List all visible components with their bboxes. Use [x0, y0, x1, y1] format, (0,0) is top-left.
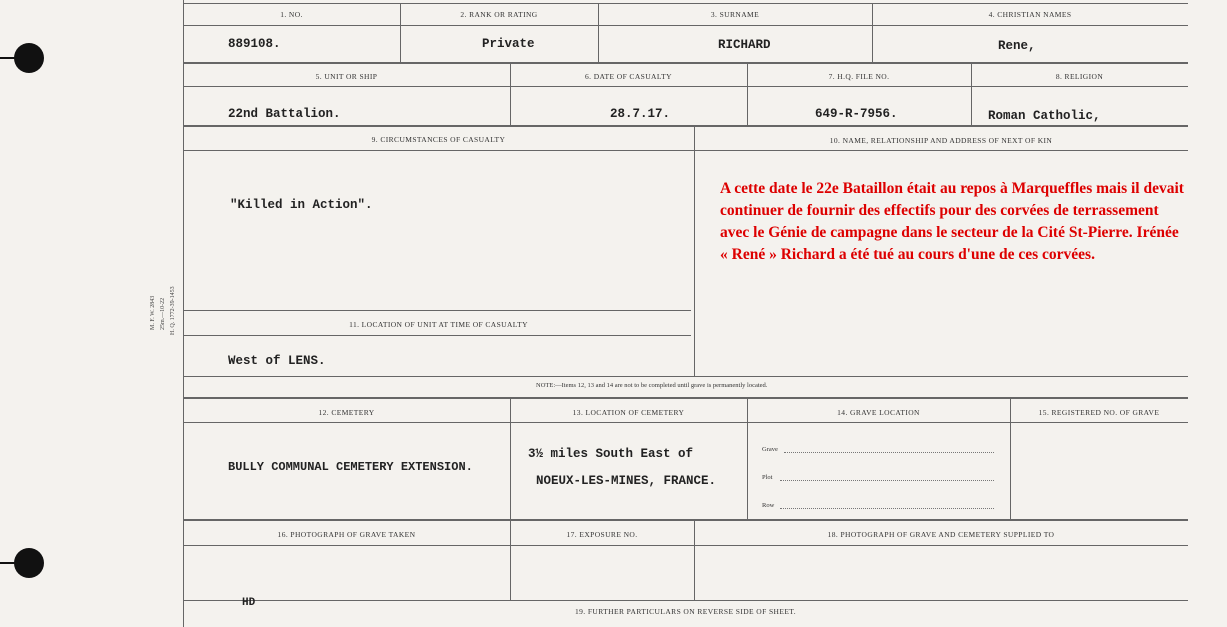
col-divider: [747, 399, 748, 519]
rule: [183, 150, 1188, 151]
header-hq-file: 7. H.Q. FILE NO.: [828, 72, 890, 81]
binder-hole: [14, 43, 44, 73]
col-divider: [694, 127, 695, 376]
header-unit: 5. UNIT OR SHIP: [315, 72, 378, 81]
header-religion: 8. RELIGION: [1055, 72, 1104, 81]
dotted-line: [784, 452, 994, 453]
rule: [183, 86, 1188, 87]
value-location: West of LENS.: [228, 354, 326, 368]
header-next-of-kin: 10. NAME, RELATIONSHIP AND ADDRESS OF NEXT OF KIN: [829, 136, 1053, 145]
header-exposure: 17. EXPOSURE NO.: [566, 530, 638, 539]
header-christian-names: 4. CHRISTIAN NAMES: [988, 10, 1072, 19]
col-divider: [510, 399, 511, 519]
value-surname: RICHARD: [718, 38, 771, 52]
col-divider: [1010, 399, 1011, 519]
rule: [183, 519, 1188, 521]
header-location-of-cemetery: 13. LOCATION OF CEMETERY: [572, 408, 685, 417]
value-religion: Roman Catholic,: [988, 109, 1101, 123]
grave-label: Grave: [762, 446, 778, 453]
header-grave-location: 14. GRAVE LOCATION: [837, 408, 920, 417]
rule: [183, 376, 1188, 377]
header-photograph: 16. PHOTOGRAPH OF GRAVE TAKEN: [277, 530, 416, 539]
value-cemetery: BULLY COMMUNAL CEMETERY EXTENSION.: [228, 460, 473, 474]
rule: [183, 397, 1188, 399]
rule: [183, 422, 1188, 423]
dotted-line: [780, 508, 994, 509]
footer-label: 19. FURTHER PARTICULARS ON REVERSE SIDE OF SHEET.: [574, 607, 796, 616]
binder-hole: [14, 548, 44, 578]
rule: [183, 545, 1188, 546]
rule: [183, 125, 1188, 127]
value-rank: Private: [482, 37, 535, 51]
rule: [183, 62, 1188, 64]
header-rank: 2. RANK OR RATING: [460, 10, 538, 19]
row-label: Row: [762, 502, 775, 509]
value-no: 889108.: [228, 37, 281, 51]
value-date: 28.7.17.: [610, 107, 671, 121]
rule: [183, 25, 1188, 26]
value-circumstances: "Killed in Action".: [230, 198, 373, 212]
rule: [183, 3, 1188, 4]
plot-label: Plot: [762, 474, 773, 481]
header-circumstances: 9. CIRCUMSTANCES OF CASUALTY: [371, 135, 506, 144]
value-cemetery-location-1: 3½ miles South East of: [528, 447, 694, 461]
side-code: H. Q. 1772-39-1453: [170, 286, 176, 335]
annotation-note: A cette date le 22e Bataillon était au repos à Marqueffles mais il devait continuer de fournir des effectifs pour des corvées de terrassement avec le Génie de campagne dans le secteur de la Cité St-Pierre. Irénée « René » Richard a été tué au cours d'une de ces corvées.: [720, 180, 1184, 263]
rule: [183, 335, 691, 336]
header-location: 11. LOCATION OF UNIT AT TIME OF CASUALTY: [349, 320, 528, 329]
header-cemetery: 12. CEMETERY: [318, 408, 375, 417]
rule: [183, 600, 1188, 601]
dotted-line: [780, 480, 994, 481]
rule: [183, 310, 691, 311]
value-unit: 22nd Battalion.: [228, 107, 341, 121]
header-no: 1. NO.: [280, 10, 303, 19]
header-date: 6. DATE OF CASUALTY: [585, 72, 672, 81]
header-surname: 3. SURNAME: [710, 10, 760, 19]
note-line: NOTE:—Items 12, 13 and 14 are not to be completed until grave is permanently located.: [536, 382, 768, 389]
initials: HD: [242, 597, 256, 609]
value-christian-names: Rene,: [998, 39, 1036, 53]
value-cemetery-location-2: NOEUX-LES-MINES, FRANCE.: [536, 474, 717, 488]
header-photo-supplied: 18. PHOTOGRAPH OF GRAVE AND CEMETERY SUPPLIED TO: [827, 530, 1055, 539]
header-registered-no: 15. REGISTERED NO. OF GRAVE: [1038, 408, 1160, 417]
side-code: M. F. W. 2843: [150, 295, 156, 330]
value-hq-file: 649-R-7956.: [815, 107, 898, 121]
side-code: 25m.—10-22: [160, 297, 166, 330]
